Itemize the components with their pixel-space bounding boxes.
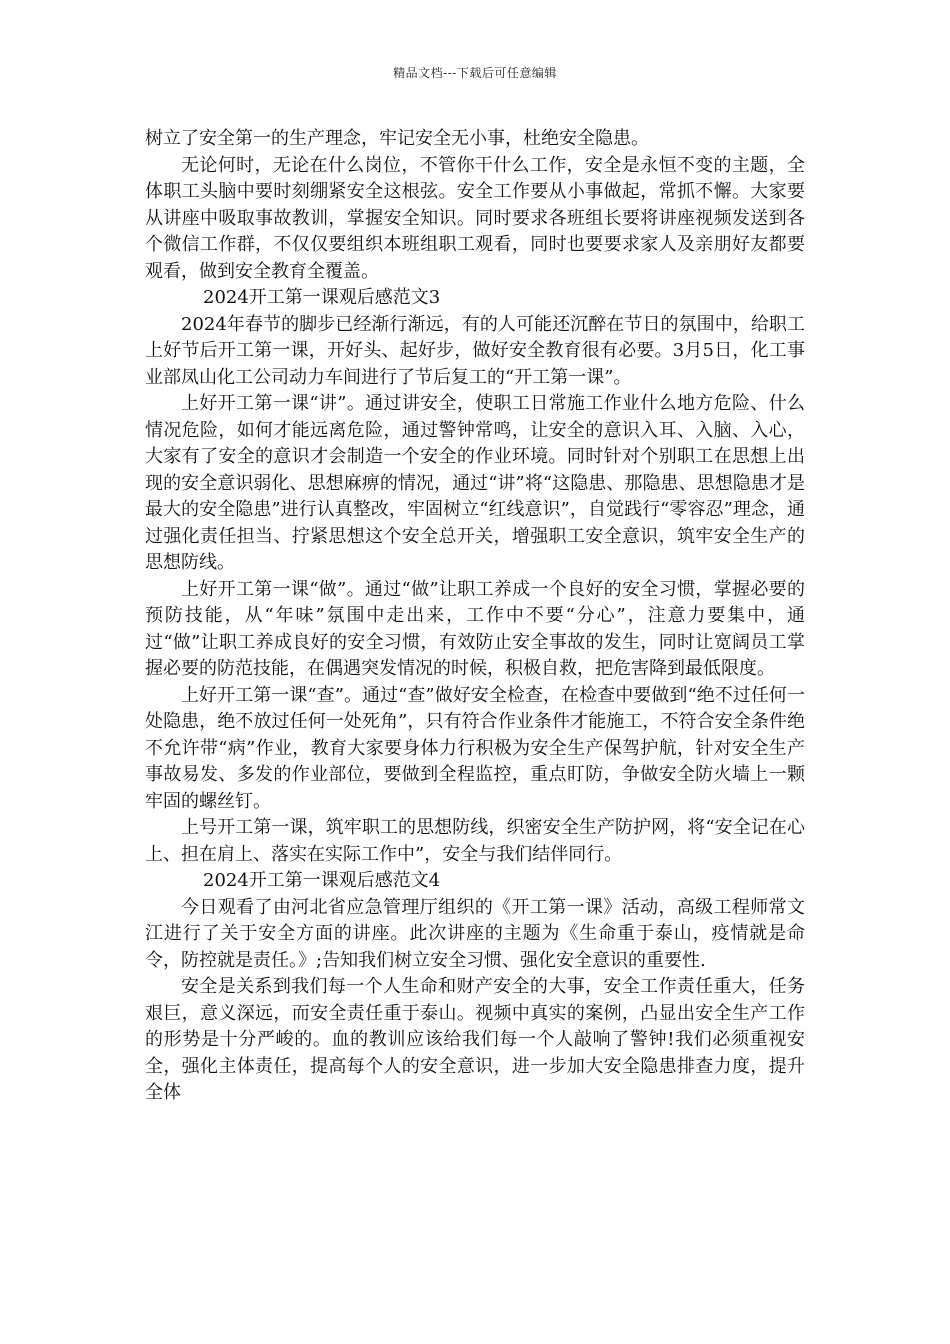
paragraph: 上好开工第一课“讲”。通过讲安全，使职工日常施工作业什么地方危险、什么情况危险，如何才能远离危险，通过警钟常鸣，让安全的意识入耳、入脑、入心，大家有了安全的意识才会制造一个安全的作业环境。同时针对个别职工在思想上出现的安全意识弱化、思想麻痹的情况，通过“讲”将“这隐患、那隐患、思想隐患才是最大的安全隐患”进行认真整改，牢固树立“红线意识”，自觉践行“零容忍”理念，通过强化责任担当、拧紧思想这个安全总开关，增强职工安全意识，筑牢安全生产的思想防线。 xyxy=(145,393,805,573)
paragraph: 上好开工第一课“做”。通过“做”让职工养成一个良好的安全习惯，掌握必要的预防技能，从“年味”氛围中走出来，工作中不要“分心”，注意力要集中，通过“做”让职工养成良好的安全习惯，有效防止安全事故的发生，同时让宽阔员工掌握必要的防范技能，在偶遇突发情况的时候，积极自救，把危害降到最低限度。 xyxy=(145,578,805,679)
document-body xyxy=(145,126,805,1107)
paragraph: 树立了安全第一的生产理念，牢记安全无小事，杜绝安全隐患。 xyxy=(145,128,649,149)
paragraph: 上好开工第一课“查”。通过“查”做好安全检查，在检查中要做到“绝不过任何一处隐患，绝不放过任何一处死角”，只有符合作业条件才能施工，不符合安全条件绝不允许带“病”作业，教育大家要身体力行积极为安全生产保驾护航，针对安全生产事故易发、多发的作业部位，要做到全程监控，重点盯防，争做安全防火墙上一颗牢固的螺丝钉。 xyxy=(145,684,805,812)
paragraph: 2024年春节的脚步已经渐行渐远，有的人可能还沉醉在节日的氛围中，给职工上好节后开工第一课，开好头、起好步，做好安全教育很有必要。3月5日，化工事业部凤山化工公司动力车间进行了节后复工的“开工第一课”。 xyxy=(145,313,805,388)
section-heading: 2024开工第一课观后感范文4 xyxy=(203,870,441,891)
page-header: 精品文档---下载后可任意编辑 xyxy=(393,66,557,80)
section-heading: 2024开工第一课观后感范文3 xyxy=(203,287,441,308)
paragraph: 无论何时，无论在什么岗位，不管你干什么工作，安全是永恒不变的主题，全体职工头脑中要时刻绷紧安全这根弦。安全工作要从小事做起，常抓不懈。大家要从讲座中吸取事故教训，掌握安全知识。同时要求各班组长要将讲座视频发送到各个微信工作群，不仅仅要组织本班组职工观看，同时也要要求家人及亲朋好友都要观看，做到安全教育全覆盖。 xyxy=(145,154,805,282)
paragraph: 今日观看了由河北省应急管理厅组织的《开工第一课》活动，高级工程师常文江进行了关于安全方面的讲座。此次讲座的主题为《生命重于泰山，疫情就是命令，防控就是责任。》;告知我们树立安全习惯、强化安全意识的重要性. xyxy=(145,896,805,971)
paragraph: 安全是关系到我们每一个人生命和财产安全的大事，安全工作责任重大，任务艰巨，意义深远，而安全责任重于泰山。视频中真实的案例，凸显出安全生产工作的形势是十分严峻的。血的教训应该给我们每一个人敲响了警钟!我们必须重视安全，强化主体责任，提高每个人的安全意识，进一步加大安全隐患排查力度，提升全体 xyxy=(145,976,805,1103)
paragraph: 上号开工第一课，筑牢职工的思想防线，织密安全生产防护网，将“安全记在心上、担在肩上、落实在实际工作中”，安全与我们结伴同行。 xyxy=(145,817,805,865)
